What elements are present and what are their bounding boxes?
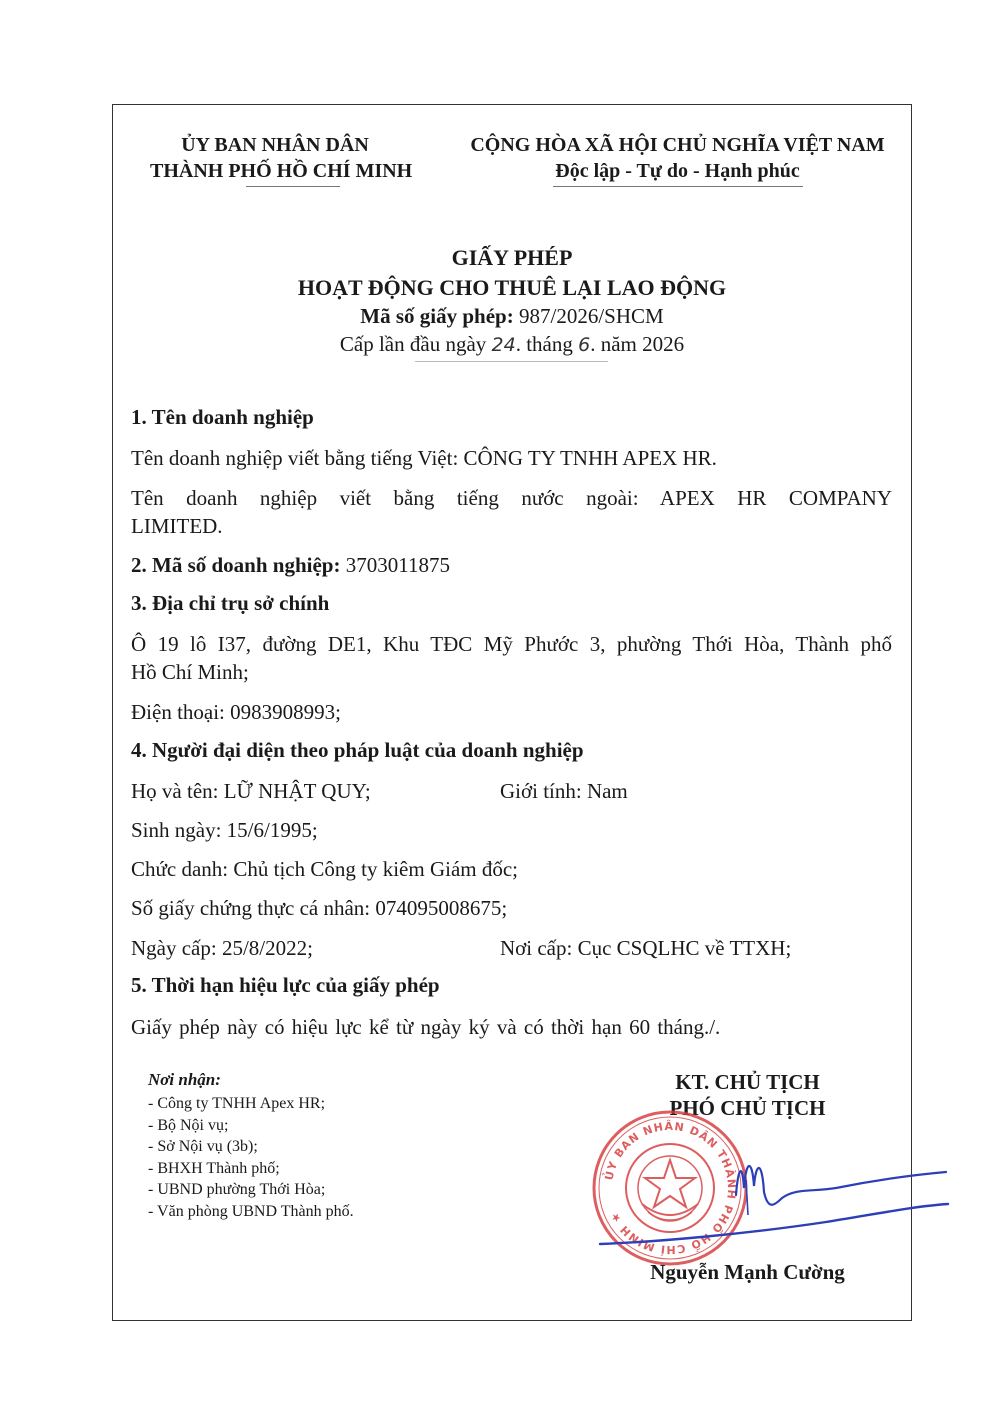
enterprise-code: 3703011875 [345,553,450,577]
svg-text:ỦY BAN NHÂN DÂN THÀNH PHỐ HỒ C: ỦY BAN NHÂN DÂN THÀNH PHỐ HỒ CHÍ MINH ★ [602,1119,739,1257]
issuer-line2: THÀNH PHỐ HỒ CHÍ MINH [150,160,413,182]
foreign-company-name-cont: LIMITED. [131,514,223,538]
phone-number: Điện thoại: 0983908993; [131,700,341,724]
national-header [455,132,900,184]
address-line1: Ô 19 lô I37, đường DE1, Khu TĐC Mỹ Phước 3, phường Thới Hòa, Thành phố [131,632,892,656]
national-slogan: Độc lập - Tự do - Hạnh phúc [555,160,800,182]
foreign-company-name: Tên doanh nghiệp viết bằng tiếng nước ngoài: APEX HR COMPANY [131,486,892,510]
issue-date-prefix: Cấp lần đầu ngày [339,332,487,356]
section1-heading: 1. Tên doanh nghiệp [131,405,314,429]
address-line2: Hồ Chí Minh; [131,660,249,684]
id-issue-place: Nơi cấp: Cục CSQLHC về TTXH; [500,936,792,960]
representative-id: Số giấy chứng thực cá nhân: 074095008675; [131,896,508,920]
section2-heading: 2. Mã số doanh nghiệp: [131,553,341,577]
recipients-list [148,1093,354,1222]
recipient-item: - Văn phòng UBND Thành phố. [148,1202,354,1220]
issue-year-label: . năm 2026 [590,332,685,356]
issue-month: 6 [578,334,591,356]
document-title: GIẤY PHÉP [451,245,573,270]
recipient-item: - BHXH Thành phố; [148,1159,280,1177]
license-number-label: Mã số giấy phép: [360,304,514,328]
recipient-item: - Công ty TNHH Apex HR; [148,1095,326,1112]
signature-title: PHÓ CHỦ TỊCH [669,1096,826,1120]
title-underline [415,361,608,362]
section5-heading: 5. Thời hạn hiệu lực của giấy phép [131,973,440,997]
national-underline [553,186,803,187]
signature-scribble [596,1140,951,1255]
validity-text: Giấy phép này có hiệu lực kể từ ngày ký và có thời hạn 60 tháng./. [131,1015,721,1039]
vn-company-name: Tên doanh nghiệp viết bằng tiếng Việt: CÔNG TY TNHH APEX HR. [131,446,717,470]
recipient-item: - UBND phường Thới Hòa; [148,1181,326,1198]
recipients-title: Nơi nhận: [148,1070,221,1089]
representative-position: Chức danh: Chủ tịch Công ty kiêm Giám đốc; [131,857,519,881]
representative-name: Họ và tên: LỮ NHẬT QUY; [131,779,371,803]
section3-heading: 3. Địa chỉ trụ sở chính [131,591,330,615]
license-number: 987/2026/SHCM [518,304,664,328]
issuer-header [150,132,413,184]
issue-date-line [112,332,912,357]
enterprise-code-line [131,551,450,579]
national-motto: CỘNG HÒA XÃ HỘI CHỦ NGHĨA VIỆT NAM [470,134,885,156]
issue-month-label: . tháng [515,332,573,356]
id-issue-date: Ngày cấp: 25/8/2022; [131,936,313,960]
signer-name: Nguyễn Mạnh Cường [650,1260,845,1284]
representative-gender: Giới tính: Nam [500,779,628,803]
recipient-item: - Bộ Nội vụ; [148,1116,229,1134]
license-number-line [112,304,912,329]
representative-birth: Sinh ngày: 15/6/1995; [131,818,318,842]
issuer-underline [246,186,340,187]
section4-heading: 4. Người đại diện theo pháp luật của doanh nghiệp [131,738,584,762]
document-subtitle: HOẠT ĐỘNG CHO THUÊ LẠI LAO ĐỘNG [297,275,727,300]
issuer-line1: ỦY BAN NHÂN DÂN [181,134,369,156]
signature-authority: KT. CHỦ TỊCH [675,1070,820,1094]
issue-day: 24 [491,334,516,356]
recipient-item: - Sở Nội vụ (3b); [148,1138,258,1155]
